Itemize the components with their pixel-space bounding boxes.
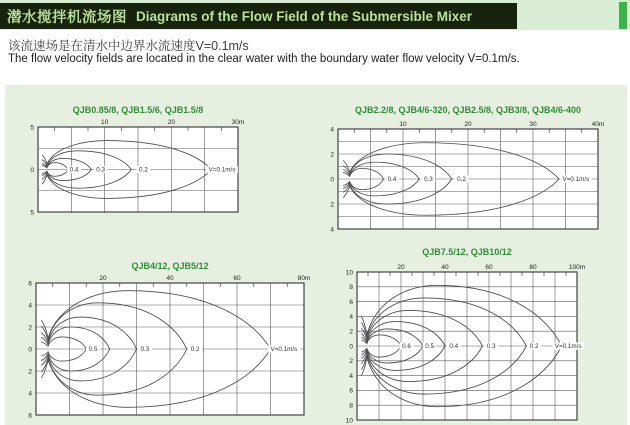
svg-text:0.2: 0.2 xyxy=(457,176,466,184)
flow-field-chart-qjb4-12 xyxy=(16,256,320,422)
svg-text:20: 20 xyxy=(397,264,405,271)
svg-text:80: 80 xyxy=(529,264,537,271)
flow-field-chart-qjb7.5-12 xyxy=(337,242,629,424)
svg-text:10: 10 xyxy=(399,121,407,128)
svg-text:2: 2 xyxy=(28,368,32,376)
svg-text:10: 10 xyxy=(345,269,353,277)
svg-text:0.4: 0.4 xyxy=(449,343,459,351)
flow-field-chart-qjb0.85-8 xyxy=(20,100,256,222)
page-title-zh: 潜水搅拌机流场图 xyxy=(7,9,127,26)
svg-text:0.5: 0.5 xyxy=(425,343,434,351)
svg-text:6: 6 xyxy=(28,412,32,420)
header-accent-strip xyxy=(619,2,627,29)
svg-text:V=0.1m/s: V=0.1m/s xyxy=(554,343,582,351)
svg-text:4: 4 xyxy=(28,390,32,398)
svg-text:40: 40 xyxy=(166,275,174,282)
header-bar xyxy=(0,3,517,29)
svg-text:0.2: 0.2 xyxy=(529,343,539,351)
svg-text:10: 10 xyxy=(101,119,109,126)
svg-text:4: 4 xyxy=(330,126,334,134)
page-title-en: Diagrams of the Flow Field of the Submersible Mixer xyxy=(136,8,473,24)
svg-text:40m: 40m xyxy=(591,121,605,128)
svg-text:0.3: 0.3 xyxy=(140,346,150,354)
svg-text:40: 40 xyxy=(441,264,449,271)
svg-text:V=0.1m/s: V=0.1m/s xyxy=(562,176,590,184)
svg-text:20: 20 xyxy=(167,119,175,126)
svg-text:4: 4 xyxy=(349,372,353,380)
svg-text:0.2: 0.2 xyxy=(138,166,148,174)
svg-text:0.3: 0.3 xyxy=(423,176,433,184)
svg-text:4: 4 xyxy=(330,226,334,234)
svg-text:0.2: 0.2 xyxy=(190,346,200,354)
intro-line-zh: 该流速场是在清水中边界水流速度V=0.1m/s xyxy=(8,39,249,53)
svg-text:QJB7.5/12, QJB10/12: QJB7.5/12, QJB10/12 xyxy=(422,247,512,257)
svg-text:0: 0 xyxy=(349,343,353,351)
svg-text:4: 4 xyxy=(28,302,32,310)
svg-text:0.4: 0.4 xyxy=(69,166,79,174)
svg-text:QJB2.2/8, QJB4/6-320, QJB2.5/8: QJB2.2/8, QJB4/6-320, QJB2.5/8, QJB3/8, QJB4/6-400 xyxy=(354,105,582,115)
svg-text:20: 20 xyxy=(464,121,472,128)
svg-text:5: 5 xyxy=(30,124,34,132)
svg-text:0.3: 0.3 xyxy=(96,166,106,174)
svg-text:80m: 80m xyxy=(297,275,311,282)
svg-text:QJB0.85/8, QJB1.5/6, QJB1.5/8: QJB0.85/8, QJB1.5/6, QJB1.5/8 xyxy=(72,105,204,115)
svg-text:2: 2 xyxy=(330,201,334,209)
svg-text:2: 2 xyxy=(28,324,32,332)
svg-text:4: 4 xyxy=(349,313,353,321)
svg-text:5: 5 xyxy=(30,209,34,217)
svg-text:8: 8 xyxy=(349,402,353,410)
svg-text:6: 6 xyxy=(349,298,353,306)
svg-text:V=0.1m/s: V=0.1m/s xyxy=(270,346,298,354)
svg-text:V=0.1m/s: V=0.1m/s xyxy=(208,166,236,174)
svg-text:0.4: 0.4 xyxy=(387,176,397,184)
svg-text:0.6: 0.6 xyxy=(402,343,411,351)
svg-text:2: 2 xyxy=(349,328,353,336)
svg-text:6: 6 xyxy=(349,387,353,395)
svg-text:2: 2 xyxy=(330,151,334,159)
svg-text:0.5: 0.5 xyxy=(88,346,98,354)
svg-text:0: 0 xyxy=(330,176,334,184)
svg-text:QJB4/12, QJB5/12: QJB4/12, QJB5/12 xyxy=(131,261,209,271)
svg-text:2: 2 xyxy=(349,358,353,366)
svg-text:30m: 30m xyxy=(231,119,245,126)
svg-text:0.3: 0.3 xyxy=(486,343,496,351)
svg-text:0: 0 xyxy=(28,346,32,354)
svg-text:8: 8 xyxy=(349,284,353,292)
svg-text:60: 60 xyxy=(233,275,241,282)
intro-line-en: The flow velocity fields are located in the clear water with the boundary water flow velocity V=0.1m/s. xyxy=(8,53,520,65)
svg-text:6: 6 xyxy=(28,280,32,288)
svg-text:20: 20 xyxy=(99,275,107,282)
svg-text:0: 0 xyxy=(30,166,34,174)
svg-text:100m: 100m xyxy=(568,264,586,271)
svg-text:30: 30 xyxy=(529,121,537,128)
flow-field-chart-qjb2.2-8 xyxy=(322,100,622,234)
svg-text:60: 60 xyxy=(485,264,493,271)
svg-text:10: 10 xyxy=(345,417,353,425)
